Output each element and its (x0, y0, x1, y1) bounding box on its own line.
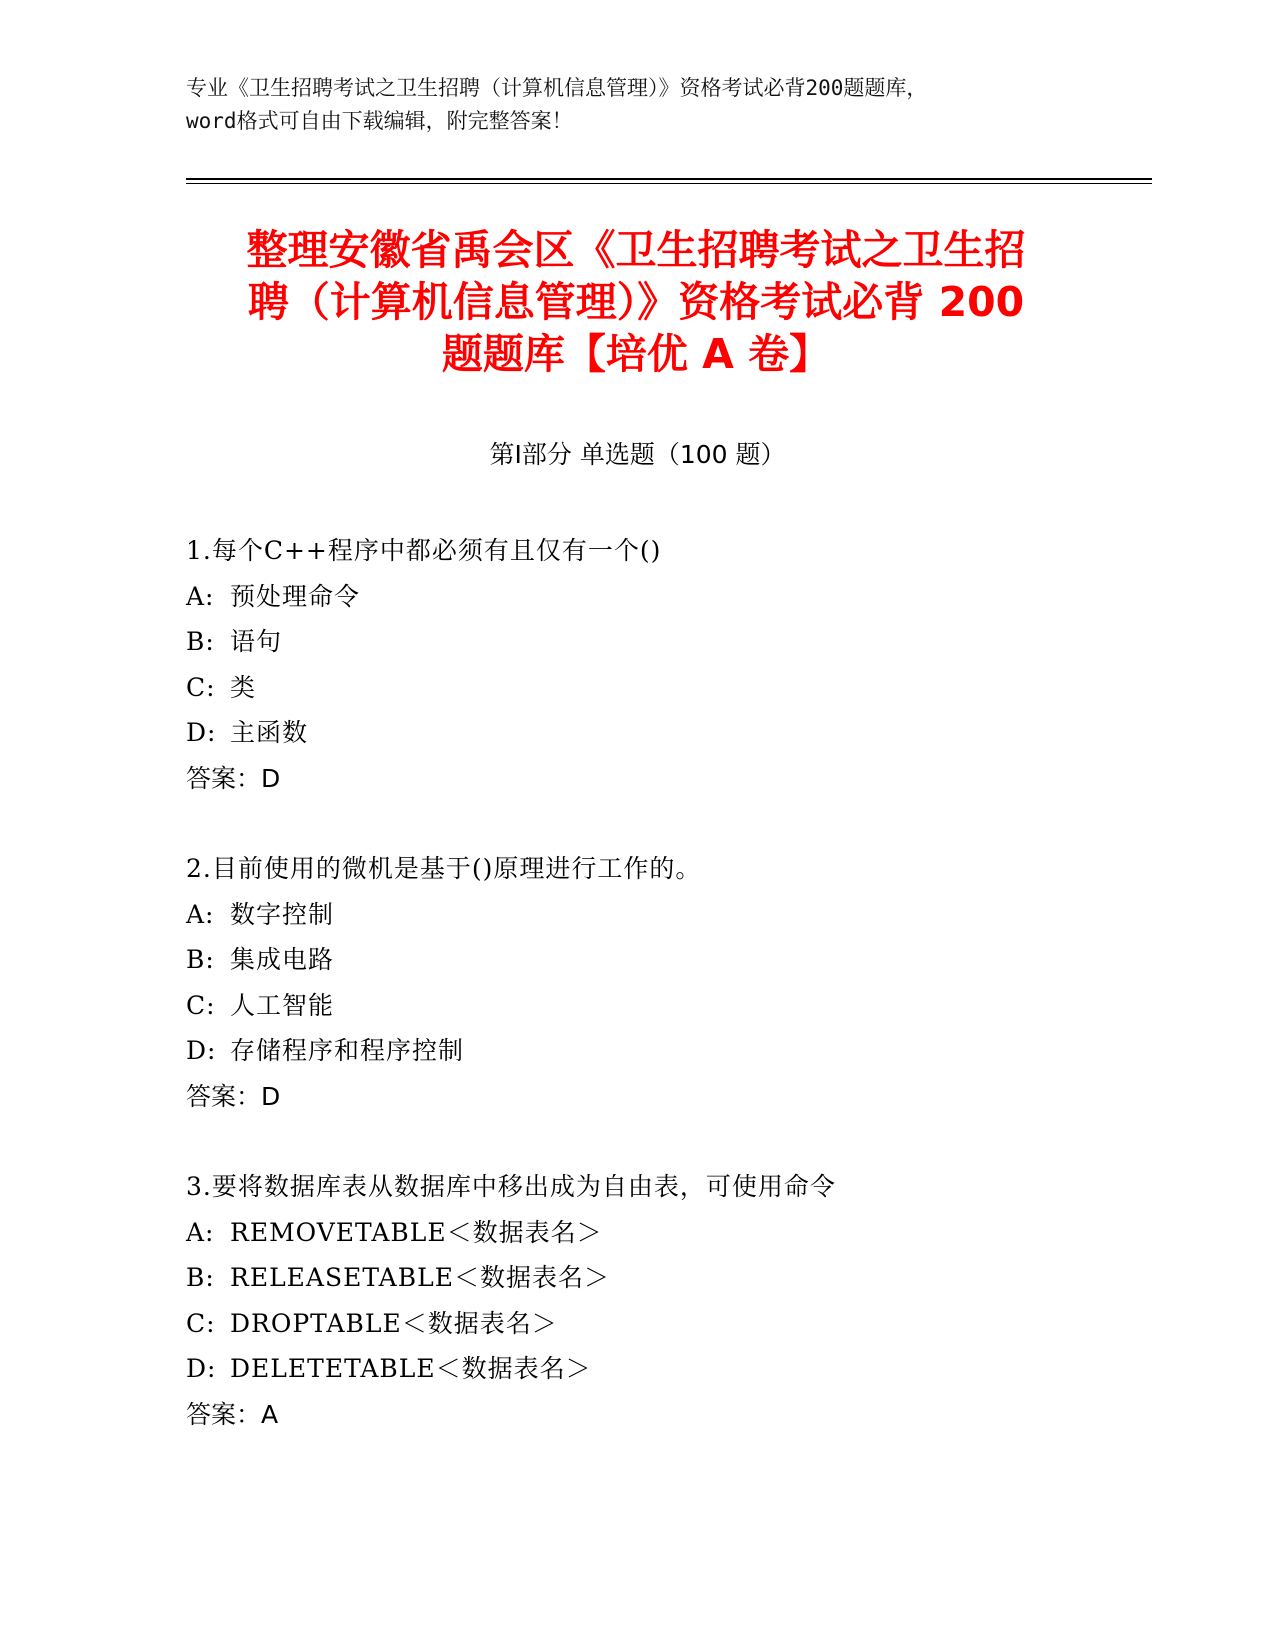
answer-line: 答案：D (186, 1081, 281, 1111)
option-c (186, 983, 1146, 1029)
option-text: RELEASETABLE＜数据表名＞ (230, 1263, 610, 1292)
document-title (186, 224, 1086, 380)
option-text: 主函数 (230, 718, 309, 747)
option-label: B: (186, 627, 215, 656)
option-label: C: (186, 990, 216, 1020)
option-text: DROPTABLE＜数据表名＞ (230, 1308, 558, 1338)
option-c (186, 1301, 1146, 1347)
option-label: D: (186, 1036, 217, 1065)
option-label: C: (186, 672, 216, 702)
header-line-2: word格式可自由下载编辑，附完整答案！ (186, 109, 573, 133)
option-label: D: (186, 1354, 217, 1383)
question-stem: 2.目前使用的微机是基于()原理进行工作的。 (186, 854, 702, 883)
document-header (186, 72, 1106, 138)
option-a (186, 1210, 1146, 1256)
question-1 (186, 528, 1146, 801)
option-b (186, 619, 1146, 665)
option-d (186, 1028, 1146, 1074)
option-text: 集成电路 (230, 945, 335, 974)
question-list (186, 528, 1146, 1482)
option-text: 数字控制 (230, 899, 335, 929)
title-line-3: 题题库【培优 A 卷】 (441, 330, 831, 378)
option-b (186, 1255, 1146, 1301)
option-text: REMOVETABLE＜数据表名＞ (230, 1217, 603, 1247)
answer-line: 答案：A (186, 1399, 279, 1429)
question-3 (186, 1164, 1146, 1437)
option-label: C: (186, 1308, 216, 1338)
option-d (186, 710, 1146, 756)
option-label: B: (186, 1263, 215, 1292)
header-divider-thick (186, 178, 1152, 180)
option-text: 存储程序和程序控制 (230, 1036, 465, 1065)
question-stem: 1.每个C++程序中都必须有且仅有一个() (186, 536, 662, 565)
answer-line: 答案：D (186, 763, 281, 793)
option-text: 语句 (230, 627, 283, 656)
title-line-1: 整理安徽省禹会区《卫生招聘考试之卫生招 (246, 226, 1026, 274)
option-d (186, 1346, 1146, 1392)
option-text: 人工智能 (230, 990, 335, 1020)
option-b (186, 937, 1146, 983)
section-title: 第Ⅰ部分 单选题（100 题） (489, 440, 786, 469)
option-a (186, 892, 1146, 938)
option-label: A: (186, 581, 215, 611)
option-label: A: (186, 899, 215, 929)
question-stem: 3.要将数据库表从数据库中移出成为自由表，可使用命令 (186, 1172, 836, 1201)
option-text: 类 (230, 672, 257, 702)
title-line-2: 聘（计算机信息管理）》资格考试必背 200 (247, 278, 1025, 326)
option-text: DELETETABLE＜数据表名＞ (230, 1354, 592, 1383)
option-c (186, 665, 1146, 711)
option-label: A: (186, 1217, 215, 1247)
header-line-1: 专业《卫生招聘考试之卫生招聘（计算机信息管理）》资格考试必背200题题库， (186, 76, 928, 100)
option-label: B: (186, 945, 215, 974)
question-2 (186, 846, 1146, 1119)
option-label: D: (186, 718, 217, 747)
option-a (186, 574, 1146, 620)
header-divider-thin (186, 183, 1152, 184)
option-text: 预处理命令 (230, 581, 361, 611)
